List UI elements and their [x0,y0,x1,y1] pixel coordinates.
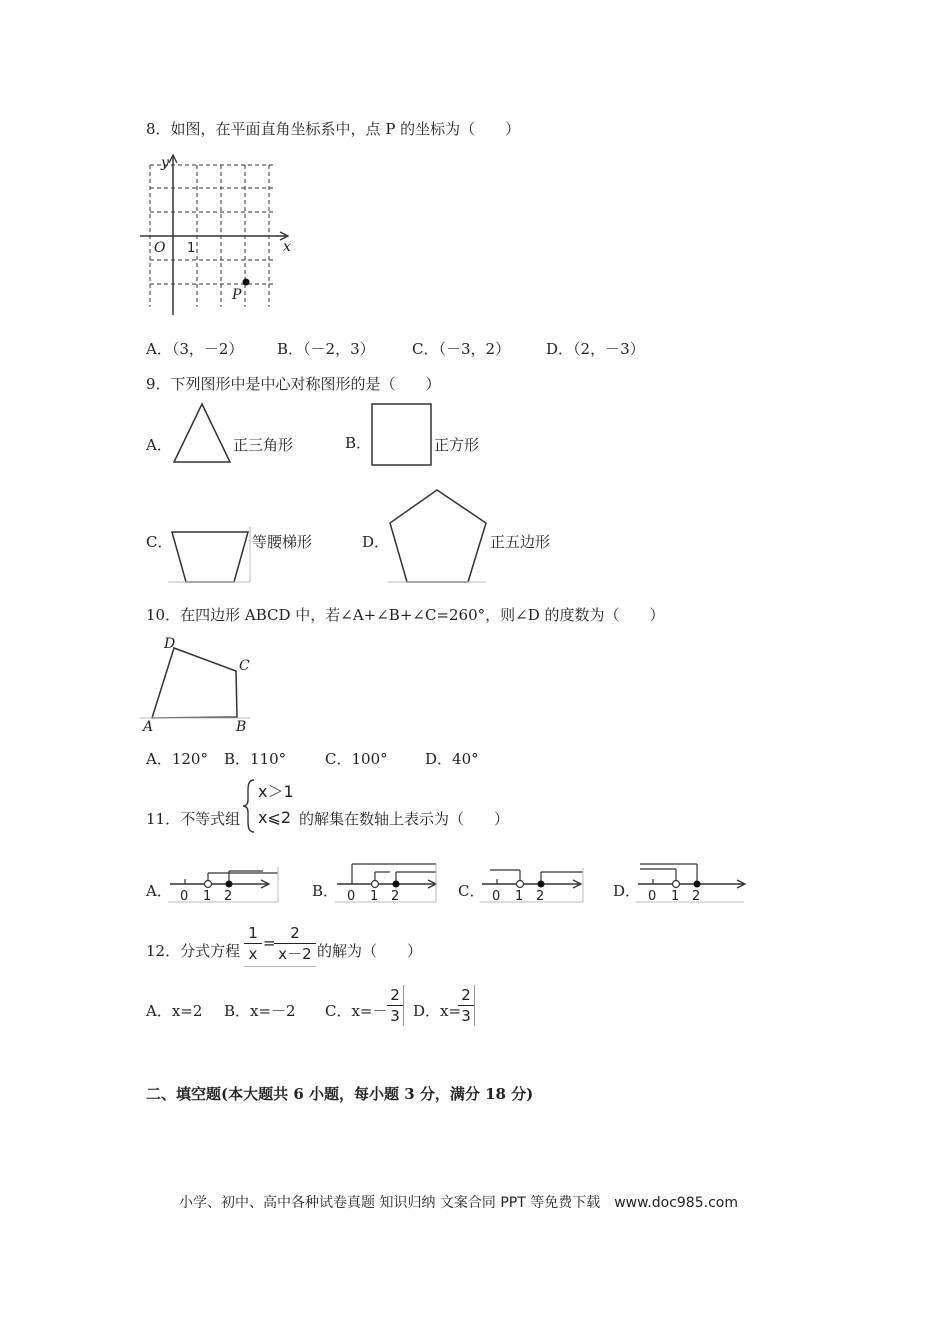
q11-a-tick-2: 2 [224,889,233,904]
q11-suffix: 的解集在数轴上表示为（ ） [299,810,510,828]
q9-option-a-letter: A． [146,436,172,454]
q8-point-label: P [232,287,242,303]
q12-option-b: B．x=－2 [224,1002,296,1020]
q9-triangle-shape [170,398,235,468]
q8-point-p [243,279,250,286]
q12-prefix: 12．分式方程 [146,942,241,960]
q12-rhs-numerator: 2 [274,923,316,944]
q9-pentagon-shape [388,487,488,587]
q9-square-shape [370,402,435,467]
q11-c-tick-0: 0 [492,889,501,904]
q11-d-tick-2: 2 [692,889,701,904]
q12-option-c-numerator: 2 [387,985,403,1006]
q8-origin-label: O [154,240,166,256]
q8-option-b: B．（－2，3） [277,340,375,358]
q10-quadrilateral-figure [140,634,260,734]
section-2-heading: 二、填空题(本大题共 6 小题，每小题 3 分，满分 18 分) [146,1085,534,1103]
q10-vertex-d: D [164,636,176,652]
q11-option-b-letter: B． [312,882,339,900]
q8-coordinate-grid [140,155,300,315]
q12-lhs-denominator: x [248,945,258,963]
q11-option-a-letter: A． [146,882,172,900]
q11-d-tick-0: 0 [648,889,657,904]
q11-a-tick-1: 1 [203,889,212,904]
q8-option-c: C．（－3，2） [412,340,511,358]
q11-inequality-2: x⩽2 [258,808,292,827]
q12-suffix: 的解为（ ） [317,942,423,960]
q11-b-tick-0: 0 [347,889,356,904]
q11-a-tick-0: 0 [180,889,189,904]
q12-option-c-prefix: C．x=－ [325,1002,388,1020]
q12-option-c-fraction [387,985,404,1026]
q12-rhs-denominator: x－2 [278,945,312,963]
q12-option-a: A．x=2 [146,1002,203,1020]
q9-option-d-name: 正五边形 [490,533,551,551]
q11-number-line-d [636,862,751,907]
q10-vertex-c: C [239,658,250,674]
q8-y-axis-label: y [161,155,169,171]
q11-inequality-1: x＞1 [258,782,294,801]
q9-option-c-name: 等腰梯形 [252,533,313,551]
q9-option-c-letter: C． [146,533,173,551]
q12-equals-sign: = [263,934,276,952]
q9-option-b-letter: B． [345,434,372,452]
q10-option-c: C．100° [325,750,388,768]
q8-option-d: D．（2，－3） [546,340,645,358]
q11-number-line-c [480,862,595,907]
q12-option-d-denominator: 3 [461,1007,471,1025]
q9-option-d-letter: D． [362,533,390,551]
q11-number-line-b [335,862,450,907]
q10-stem: 10．在四边形 ABCD 中，若∠A+∠B+∠C=260°，则∠D 的度数为（ ） [146,606,665,624]
q12-option-d-numerator: 2 [458,985,474,1006]
q10-option-b: B．110° [224,750,287,768]
q8-stem: 8．如图，在平面直角坐标系中，点 P 的坐标为（ ） [146,120,521,138]
q10-vertex-b: B [236,719,247,735]
q11-option-c-letter: C． [458,882,485,900]
q11-brace-icon [242,778,256,834]
q11-c-tick-1: 1 [515,889,524,904]
q12-rhs-fraction [274,923,316,964]
page-footer: 小学、初中、高中各种试卷真题 知识归纳 文案合同 PPT 等免费下载 www.doc985.com [179,1195,738,1211]
q12-lhs-fraction [244,923,262,964]
q9-trapezoid-shape [168,526,253,586]
q12-option-c-denominator: 3 [390,1007,400,1025]
q11-number-line-a [168,862,283,907]
q11-b-tick-1: 1 [370,889,379,904]
q8-x-axis-label: x [283,239,291,255]
q12-option-d-fraction [458,985,475,1026]
q10-option-d: D．40° [425,750,479,768]
q11-c-tick-2: 2 [536,889,545,904]
q9-option-b-name: 正方形 [434,436,480,454]
q12-lhs-numerator: 1 [244,923,262,944]
q8-option-a: A．（3，－2） [146,340,244,358]
q12-fraction-border [244,966,316,967]
q9-option-a-name: 正三角形 [233,436,294,454]
q11-prefix: 11．不等式组 [146,810,241,828]
q8-unit-label: 1 [187,241,196,256]
q11-b-tick-2: 2 [391,889,400,904]
q9-stem: 9．下列图形中是中心对称图形的是（ ） [146,375,441,393]
q12-option-d-prefix: D．x= [413,1002,462,1020]
q10-vertex-a: A [143,719,154,735]
q10-option-a: A．120° [146,750,208,768]
q11-option-d-letter: D． [613,882,641,900]
q11-d-tick-1: 1 [671,889,680,904]
